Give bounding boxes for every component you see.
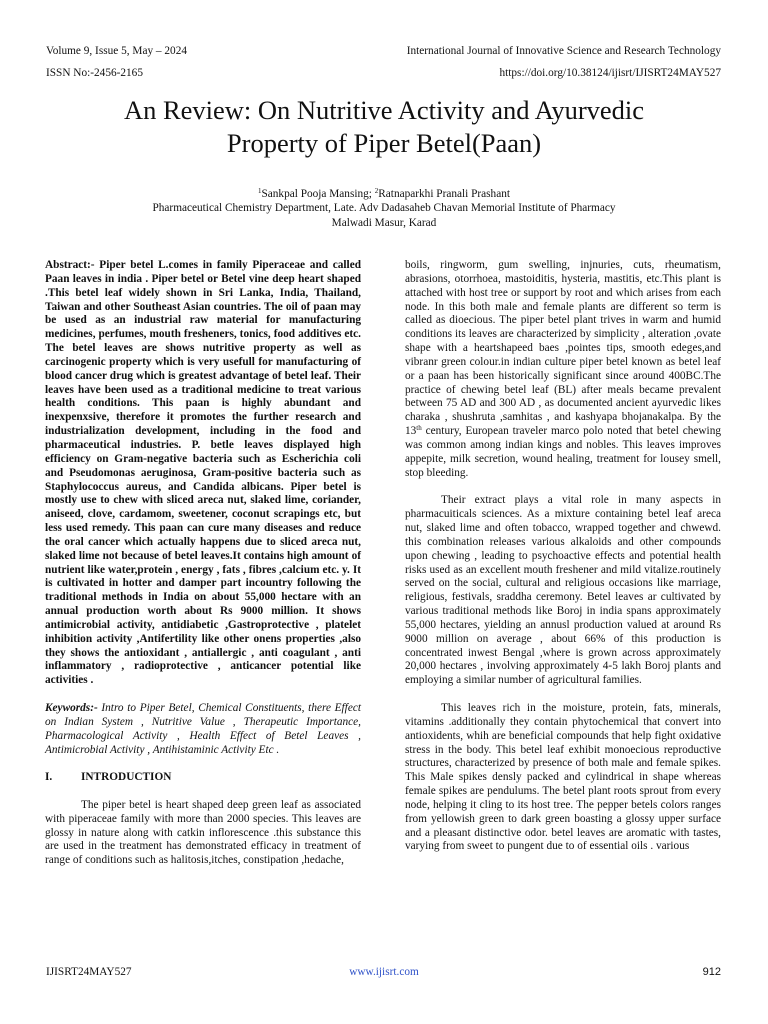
footer-paper-id: IJISRT24MAY527 [46,966,132,978]
journal-volume: Volume 9, Issue 5, May – 2024 [46,45,187,57]
author-1: Sankpal Pooja Mansing; [261,188,375,200]
keywords-label: Keywords:- [45,702,98,714]
keywords-text: Intro to Piper Betel, Chemical Constituents, there Effect on Indian System , Nutritive Value , Therapeutic Importance, Pharmacological Activity , Health Effect of Betel Leaves , Antimicrobial Activity , Antihistaminic Activity Etc . [45,702,361,756]
journal-issn: ISSN No:-2456-2165 [46,67,143,79]
doi-link[interactable]: https://doi.org/10.38124/ijisrt/IJISRT24MAY527 [499,67,721,79]
intro-paragraph-1: The piper betel is heart shaped deep green leaf as associated with piperaceae family with more than 2000 species. This leaves are glossy in nature along with catkin inflorescence .this substance this are used in the treatment has demonstrated efficacy in treatment of range of conditions such as halitosis,itches, constipation ,hedache, [45,798,361,867]
author-location: Malwadi Masur, Karad [331,216,437,229]
left-column [45,259,361,868]
author-names [0,187,768,201]
keywords [45,702,361,757]
author-affiliation: Pharmaceutical Chemistry Department, Late. Adv Dadasaheb Chavan Memorial Institute of Pharmacy [152,202,616,215]
superscript-th: th [416,424,422,433]
footer-website-link[interactable]: www.ijisrt.com [349,966,419,978]
intro-paragraph-2: Their extract plays a vital role in many aspects in pharmacuiticals sciences. As a mixture containing betel leaf areca nut, slaked lime and often tobacco, wrapped together and chwewd. this combination releases various alkaloids and other compounds upon chewing , leading to psychoactive effects and potential health risks used as an excellent mouth freshener and mild vitalize.routinely served on the social, cultural and religious occasions like marriage, religious, festivals, sraddha ceremony. Betel leaves ar cultivated by various traditional methods like Boroj in india spans approximately 55,000 hectares, yielding an annusl production valued at around Rs 9000 million on average , about 66% of this production is concentrated inwest Bengal ,where is grown across approximately 20,000 hectares , involving approximately 4-5 lakh Boroj plants and employing a similar number of agricultural families. [405,494,721,687]
section-number: I. [45,771,53,784]
intro-paragraph-1-cont-b: century, European traveler marco polo noted that betel chewing was common among indian kings and nobles. This leaves improves appepite, milk secretion, wound healing, treatment for lousey smell, stop bleeding. [405,425,721,479]
intro-paragraph-1-cont-a: boils, ringworm, gum swelling, injnuries, cuts, rheumatism, abrasions, otorrhoea, mastoiditis, hysteria, mastitis, etc.This plant is attached with host tree or support by root and which arises from each node. In this both male and female plants are different so term is called as dioecious. The piper betel plant trives in warm and humid conditions its leaves are characterized by simplicity , alteration ,ovate shape with a heartshapeed baes ,pointes tips, smooth edeges,and vibranr green colour.in indian culture piper betel known as betel leaf or a paan has been historically significant since around 400BC.The practice of chewing betel leaf (BL) after meals became prevalent between 75 AD and 300 AD , as documented ancient ayurvedic likes charaka , shushruta ,samhitas , and kashyapa bhojanakalpa. By the 13 [405,259,721,438]
journal-name: International Journal of Innovative Science and Research Technology [406,45,721,57]
section-title: INTRODUCTION [81,771,172,784]
paper-title-line-1: An Review: On Nutritive Activity and Ayurvedic [123,95,645,125]
intro-paragraph-1-continued [405,259,721,481]
paper-title-line-2: Property of Piper Betel(Paan) [226,128,542,158]
intro-paragraph-3: This leaves rich in the moisture, protein, fats, minerals, vitamins .additionally they contain phytochemical that convert into antioxidents, whih are beneficial compounds that help fight oxidative stress in the body. This betel leaf exhibit monoecious reproductive structures, characterized by presence of both male and female spikes. This Male spikes densly packed and cylindrical in shape whereas female spikes are pendulums. The betel plant roots sprout from every node, helping it cling to its host tree. The pepper betels colors ranges from yellowish green to dark green boasting a glossy upper surface and a pleasant distinctive odor. betel leaves are aromatic with tastes, varying from sweet to pungent due to of essential oils . various [405,702,721,853]
affiliation-mark-2: 2 [374,187,379,195]
author-2: Ratnaparkhi Pranali Prashant [378,188,511,200]
section-heading-introduction [45,771,361,785]
author-block [0,187,768,230]
page-number: 912 [702,966,721,978]
abstract: Abstract:- Piper betel L.comes in family Piperaceae and called Paan leaves in india . Piper betel or Betel vine deep heart shaped .This betel leaf widely shown in Sri Lanka, India, Thailand, Taiwan and other Southeast Asian countries. The oil of paan may be used as an industrial raw material for manufacturing medicines, perfumes, mouth fresheners, tonics, food additives etc. The betel leaves are shows nutritive property as well as carcinogenic property which is very usefull for manufacturing of blood cancer drug which is greatest advantage of betel leaf. Their leaves have been used as a traditional medicine to treat various health conditions. This paan is highly abundant and inexpenxsive, therefore it promotes the further research and industrialization development, including in the food and pharmaceutical industries. P. betle leaves displayed high efficiency on Gram-negative bacteria such as Escherichia coli and Pseudomonas aeruginosa, Gram-positive bacteria such as Staphylococcus aureus, and Candida albicans. Piper betel is mostly use to chew with sliced areca nut, slaked lime, coriander, aniseed, clove, cardamom, sweetener, coconut scrapings etc, but less used remedy. This paan can cure many diseases and reduce the oral cancer which actually happens due to sliced areca nut, slaked lime not because of betel leaves.It contains high amount of nutrient like water,protein , energy , fats , fibres ,calcium etc. y. It is cultivated in hotter and damper part incountry following the traditional methods in India on about 55,000 hectare with an annual production worth about Rs 9000 million. It shows antimicrobial activity, antidiabetic ,Gastroprotective , platelet inhibition activity ,Antifertility like other onens properties ,also they shows the antioxidant , antiallergic , anti coagulant , anti inflammatory , radioprotective , anticancer potential like activities . [45,259,361,687]
paper-title [0,94,768,160]
right-column [405,259,721,854]
affiliation-mark-1: 1 [257,187,262,195]
